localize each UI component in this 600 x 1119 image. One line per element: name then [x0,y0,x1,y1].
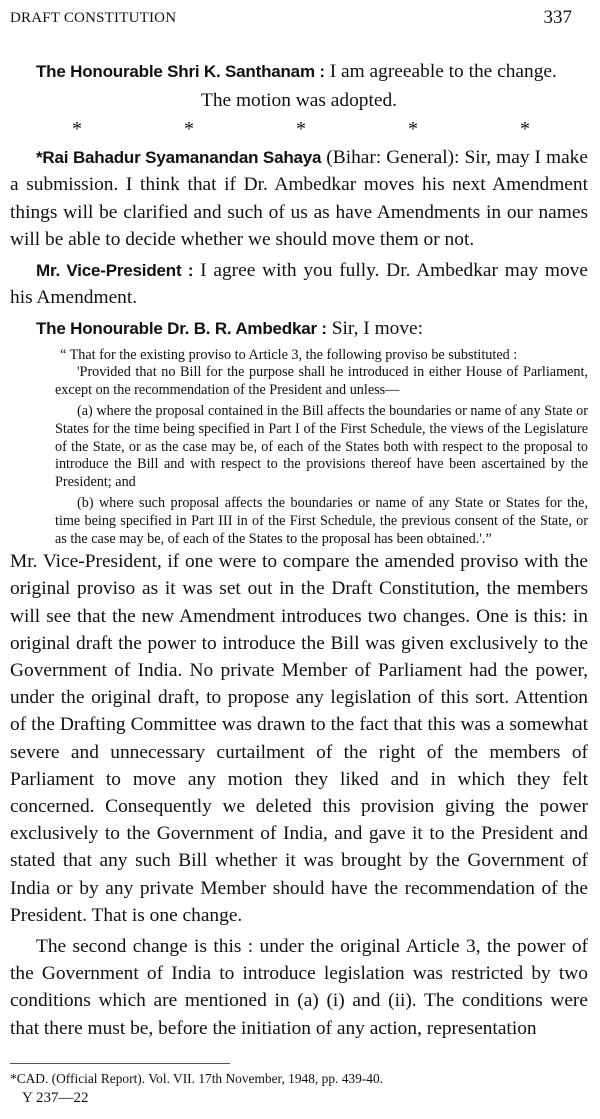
speech-text: I agree with you fully. Dr. Ambedkar may move his Amendment. [10,260,588,309]
speech-text: (Bihar: General): Sir, may I make a submission. I think that if Dr. Ambedkar moves his next Amendment things will be clarified and such of us as have Amendments in our names will be able to decide whether we should move them or not. [10,147,588,250]
running-head: DRAFT CONSTITUTION [10,10,177,26]
speech-sahaya [10,144,588,253]
star: * [184,118,194,141]
footnote: *CAD. (Official Report). Vol. VII. 17th November, 1948, pp. 439-40. [10,1071,383,1086]
speech-ambedkar [10,315,588,342]
speech-paragraph: The second change is this : under the original Article 3, the power of the Government of India to introduce legislation was restricted by two conditions which are mentioned in (a) (i) and (ii). The conditions were that there must be, before the initiation of any action, representation [10,936,588,1039]
page-number: 337 [543,7,572,28]
printer-signature: Y 237—22 [22,1090,89,1106]
quote-clause-b: (b) where such proposal affects the boundaries or name of any State or States for the, time being specified in Part III in of the First Schedule, the previous consent of the State, or as the case may be, of each of the States to the proposal has been obtained.'.” [55,495,588,547]
quote-proviso: 'Provided that no Bill for the purpose shall he introduced in either House of Parliament, except on the recommendation of the President and unless— [55,364,588,398]
section-break [10,118,588,140]
speaker-name: The Honourable Shri K. Santhanam : [36,62,325,81]
speech-paragraph: Mr. Vice-President, if one were to compare the amended proviso with the original proviso as it was set out in the Draft Constitution, the members will see that the new Amendment introduces two changes. One is this: in original draft the power to introduce the Bill was given exclusively to the Government of India. No private Member of Parliament had the power, under the original draft, to propose any legislation of this sort. Attention of the Drafting Committee was drawn to the fact that this was a somewhat severe and unnecessary curtailment of the right of the members of Parliament to move any motion they liked and in which they felt concerned. Consequently we deleted this provision giving the power exclusively to the Government of India, and gave it to the President and stated that any such Bill whether it was brought by the Government of India or by any private Member should have the recommendation of the President. That is one change. [10,551,588,926]
page-body [10,58,588,1042]
quote-intro: “ That for the existing proviso to Article 3, the following proviso be substituted : [60,346,518,363]
speaker-name: *Rai Bahadur Syamanandan Sahaya [36,148,322,168]
speaker-name: The Honourable Dr. B. R. Ambedkar : [36,319,327,339]
amendment-quote [10,347,588,549]
speech-vice-president [10,257,588,311]
star: * [72,118,82,141]
star: * [296,118,306,141]
footnote-rule [10,1063,230,1064]
speech-text: I am agreeable to the change. [329,61,557,82]
speaker-name: Mr. Vice-President : [36,261,194,281]
speech-santhanam [10,58,588,85]
star: * [408,118,418,141]
quote-clause-a: (a) where the proposal contained in the Bill affects the boundaries or name of any State or States for the time being specified in Part I of the First Schedule, the views of the Legislature of the State, or as the case may be, of each of the States both with respect to the proposal to introduce the Bill and with respect to the provisions thereof have been ascertained by the President; and [55,403,588,490]
speech-text: Sir, I move: [331,318,424,340]
motion-adopted: The motion was adopted. [200,90,398,112]
star: * [520,118,530,141]
page-header [10,7,572,32]
